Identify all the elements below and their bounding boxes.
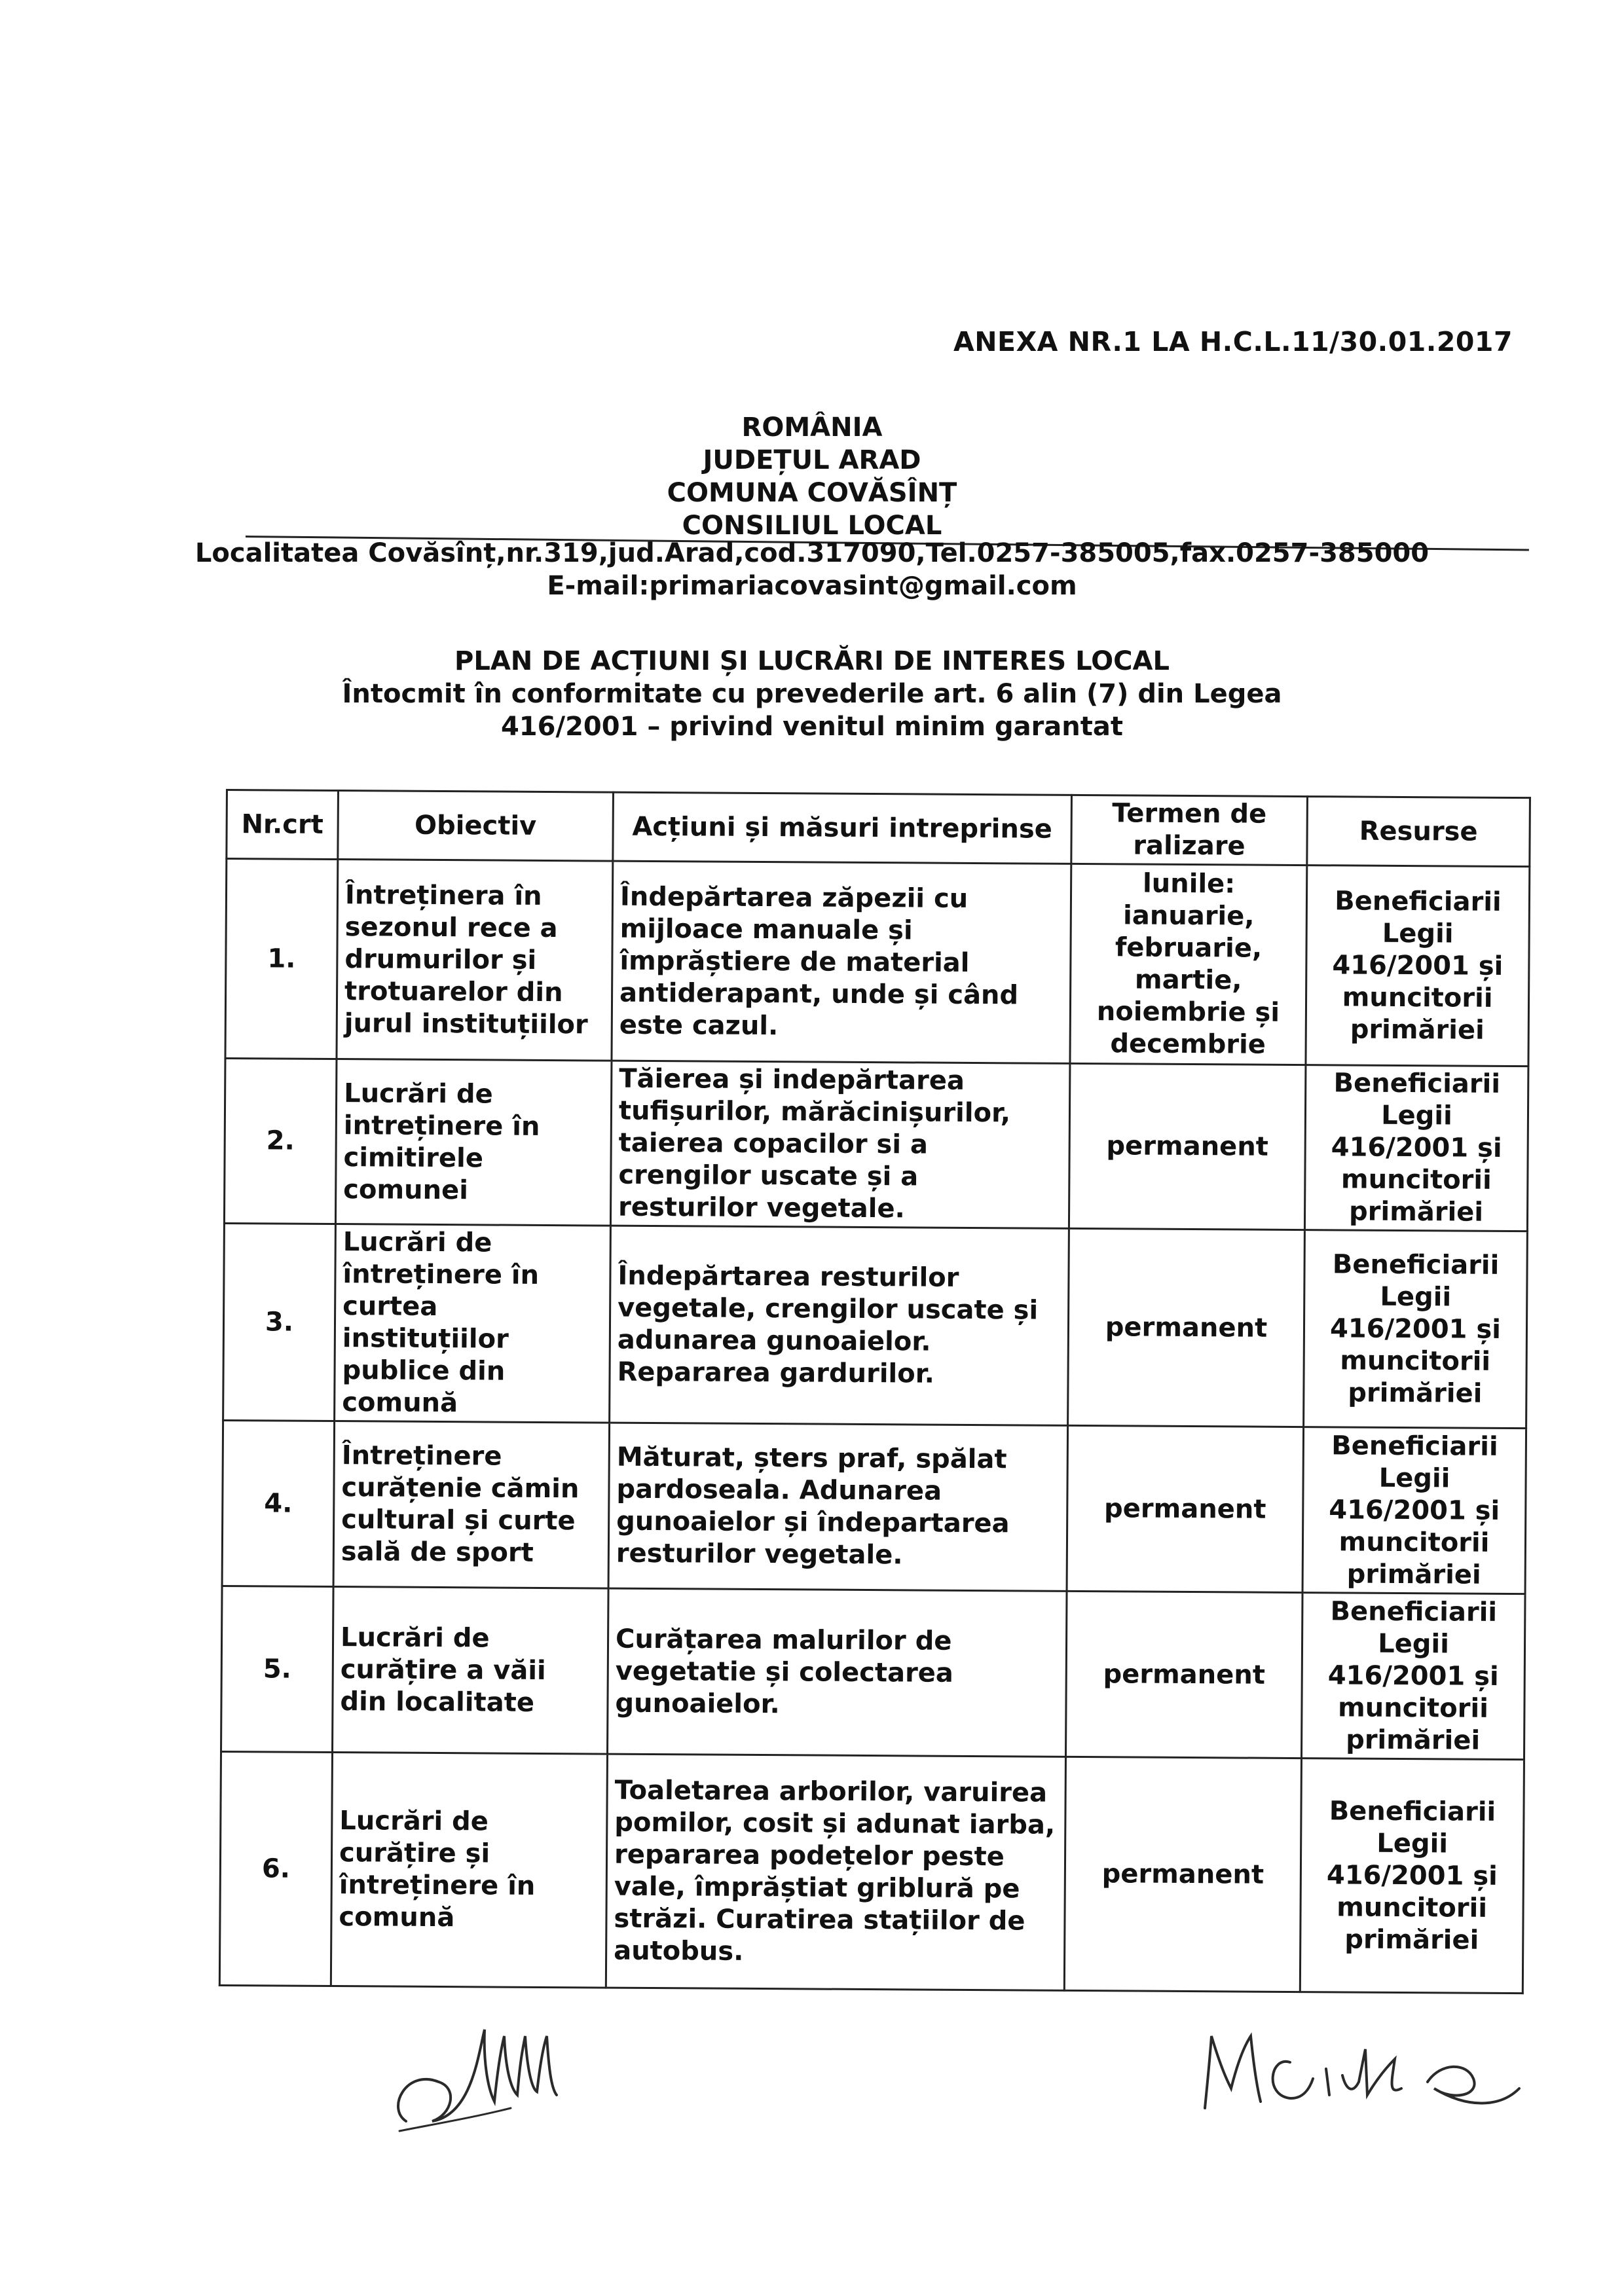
row-actions: Îndepărtarea resturilor vegetale, crengilor uscate și adunarea gunoaielor. Repararea gardurilor.: [610, 1226, 1069, 1425]
row-objective: Lucrări de intreținere în cimitirele comunei: [335, 1059, 612, 1226]
row-objective: Lucrări de întreținere în curtea instituțiilor publice din comună: [335, 1224, 611, 1423]
plan-subtitle: Întocmit în conformitate cu prevederile art. 6 alin (7) din Legea 416/2001 – privind venitul minim garantat: [342, 679, 1282, 742]
table-row: [223, 1223, 1528, 1428]
authority-header: [0, 411, 1624, 542]
row-deadline: permanent: [1069, 1063, 1306, 1230]
row-resources: Beneficiarii Legii 416/2001 și muncitorii primăriei: [1306, 866, 1530, 1066]
row-resources: Beneficiarii Legii 416/2001 și muncitorii primăriei: [1301, 1593, 1525, 1760]
table-row: [219, 1751, 1524, 1993]
row-deadline: permanent: [1068, 1228, 1305, 1427]
table-row: [224, 1059, 1528, 1231]
header-nr: Nr.crt: [227, 790, 339, 860]
row-number: 4.: [222, 1420, 335, 1586]
row-deadline: lunile: ianuarie, februarie, martie, noiembrie și decembrie: [1070, 864, 1307, 1065]
contact-email: E-mail:primariacovasint@gmail.com: [547, 571, 1077, 601]
header-resources: Resurse: [1307, 797, 1530, 867]
table-header-row: [227, 790, 1530, 867]
header-actions: Acțiuni și măsuri intreprinse: [613, 792, 1072, 864]
row-number: 5.: [221, 1586, 334, 1752]
annex-reference: ANEXA NR.1 LA H.C.L.11/30.01.2017: [953, 326, 1513, 357]
row-objective: Întreținera în sezonul rece a drumurilor și trotuarelor din jurul instituțiilor: [337, 860, 613, 1061]
county-name: JUDEȚUL ARAD: [703, 445, 921, 475]
row-resources: Beneficiarii Legii 416/2001 și muncitorii primăriei: [1302, 1427, 1526, 1594]
commune-name: COMUNA COVĂSÎNȚ: [667, 478, 957, 508]
row-objective: Lucrări de curățire și întreținere în comună: [331, 1753, 607, 1988]
row-actions: Toaletarea arborilor, varuirea pomilor, cosit și adunat iarba, repararea podețelor peste vale, împrăștiat griblură pe străzi. Curatirea stațiilor de autobus.: [606, 1754, 1065, 1990]
row-number: 6.: [219, 1751, 332, 1986]
row-objective: Întreținere curățenie cămin cultural și curte sală de sport: [333, 1421, 610, 1589]
row-resources: Beneficiarii Legii 416/2001 și muncitorii primăriei: [1304, 1065, 1528, 1231]
row-resources: Beneficiarii Legii 416/2001 și muncitorii primăriei: [1300, 1758, 1524, 1994]
country-name: ROMÂNIA: [741, 412, 883, 443]
row-resources: Beneficiarii Legii 416/2001 și muncitorii primăriei: [1304, 1230, 1528, 1429]
row-number: 3.: [223, 1223, 336, 1421]
row-actions: Tăierea și indepărtarea tufișurilor, mărăcinișurilor, taierea copacilor si a crengilor uscate și a resturilor vegetale.: [610, 1061, 1070, 1228]
row-number: 1.: [225, 859, 338, 1059]
handwritten-signature-left: [380, 1990, 602, 2147]
plan-title: PLAN DE ACȚIUNI ȘI LUCRĂRI DE INTERES LOCAL: [454, 646, 1170, 676]
row-actions: Curățarea malurilor de vegetatie și colectarea gunoaielor.: [608, 1588, 1067, 1757]
table-row: [222, 1420, 1526, 1594]
row-objective: Lucrări de curățire a văii din localitate: [333, 1587, 609, 1755]
contact-block: [0, 537, 1624, 602]
header-objective: Obiectiv: [338, 791, 614, 862]
handwritten-signature-right: [1192, 2010, 1532, 2141]
plan-heading: [0, 645, 1624, 743]
table-row: [225, 859, 1530, 1066]
row-actions: Măturat, șters praf, spălat pardoseala. Adunarea gunoaielor și îndepartarea resturilor vegetale.: [608, 1423, 1068, 1591]
row-actions: Îndepărtarea zăpezii cu mijloace manuale și împrăștiere de material antiderapant, unde și când este cazul.: [612, 861, 1071, 1063]
row-deadline: permanent: [1067, 1425, 1304, 1592]
contact-address: Localitatea Covăsînț,nr.319,jud.Arad,cod.317090,Tel.0257-385005,fax.0257-385000: [194, 538, 1430, 568]
actions-table: [219, 789, 1531, 1994]
council-name: CONSILIUL LOCAL: [682, 511, 942, 541]
row-deadline: permanent: [1064, 1757, 1301, 1992]
table-row: [221, 1586, 1526, 1759]
row-number: 2.: [224, 1059, 337, 1224]
row-deadline: permanent: [1065, 1591, 1302, 1758]
header-deadline: Termen de ralizare: [1071, 795, 1308, 865]
